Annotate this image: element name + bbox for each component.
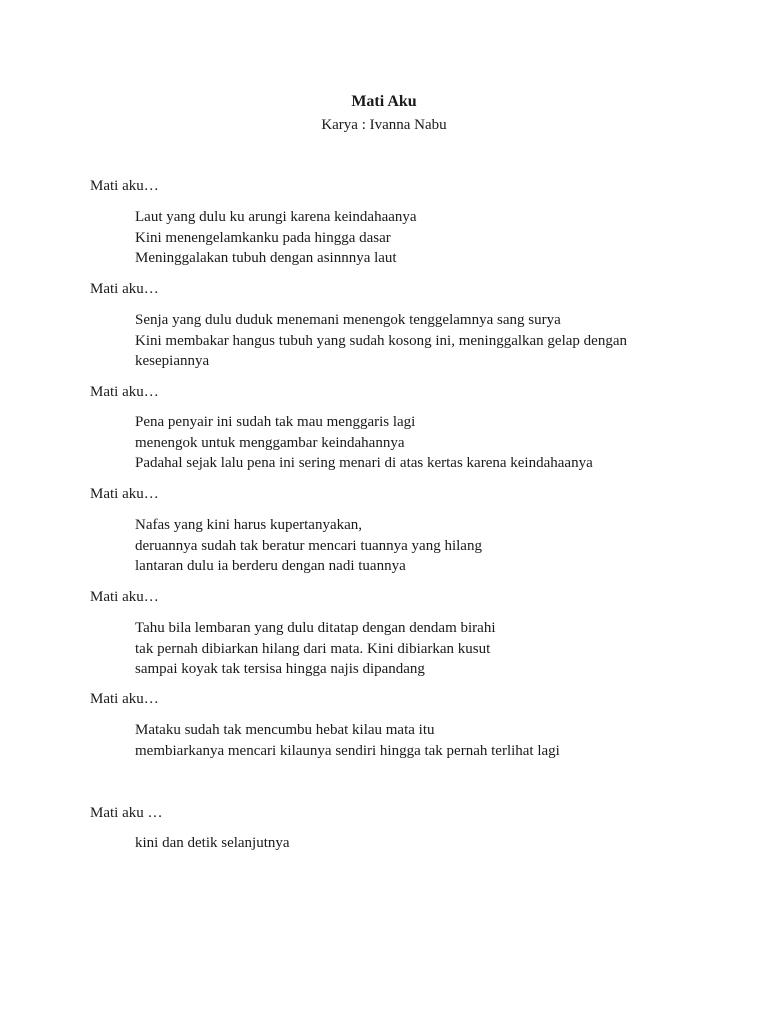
stanza (135, 720, 655, 761)
refrain-line: Mati aku… (90, 589, 159, 605)
stanza (135, 412, 655, 474)
refrain-line: Mati aku … (90, 805, 163, 821)
stanza-line: Laut yang dulu ku arungi karena keindahaanya (135, 209, 417, 225)
stanza-line: Mataku sudah tak mencumbu hebat kilau mata itu (135, 722, 435, 738)
stanza-line: Senja yang dulu duduk menemani menengok tenggelamnya sang surya (135, 312, 561, 328)
refrain-line: Mati aku… (90, 178, 159, 194)
stanza-line: Meninggalakan tubuh dengan asinnnya laut (135, 250, 397, 267)
stanza-line: Pena penyair ini sudah tak mau menggaris lagi (135, 414, 416, 430)
stanza-line: deruannya sudah tak beratur mencari tuannya yang hilang (135, 537, 482, 554)
refrain-line: Mati aku… (90, 486, 159, 502)
stanza-line: kini dan detik selanjutnya (135, 835, 290, 851)
stanza-line: Kini menengelamkanku pada hingga dasar (135, 229, 391, 246)
refrain-line: Mati aku… (90, 281, 159, 297)
poem-author: Karya : Ivanna Nabu (321, 117, 447, 133)
stanza (135, 618, 655, 680)
refrain-line: Mati aku… (90, 384, 159, 400)
stanza-line: Padahal sejak lalu pena ini sering menari di atas kertas karena keindahaanya (135, 455, 593, 472)
stanza-line: membiarkanya mencari kilaunya sendiri hingga tak pernah terlihat lagi (135, 742, 560, 759)
stanza-line: Tahu bila lembaran yang dulu ditatap dengan dendam birahi (135, 620, 496, 636)
stanza-line: menengok untuk menggambar keindahannya (135, 434, 405, 451)
stanza (135, 207, 655, 269)
refrain-line: Mati aku… (90, 691, 159, 707)
stanza-line: tak pernah dibiarkan hilang dari mata. Kini dibiarkan kusut (135, 640, 491, 657)
stanza-line: lantaran dulu ia berderu dengan nadi tuannya (135, 558, 406, 575)
poem-title: Mati Aku (351, 93, 417, 110)
stanza (135, 833, 655, 854)
stanza (135, 515, 655, 577)
stanza-line: Nafas yang kini harus kupertanyakan, (135, 517, 363, 533)
stanza-line: sampai koyak tak tersisa hingga najis dipandang (135, 661, 425, 678)
stanza-line: kesepiannya (135, 353, 210, 370)
stanza (135, 310, 655, 372)
stanza-line: Kini membakar hangus tubuh yang sudah kosong ini, meninggalkan gelap dengan (135, 332, 627, 349)
